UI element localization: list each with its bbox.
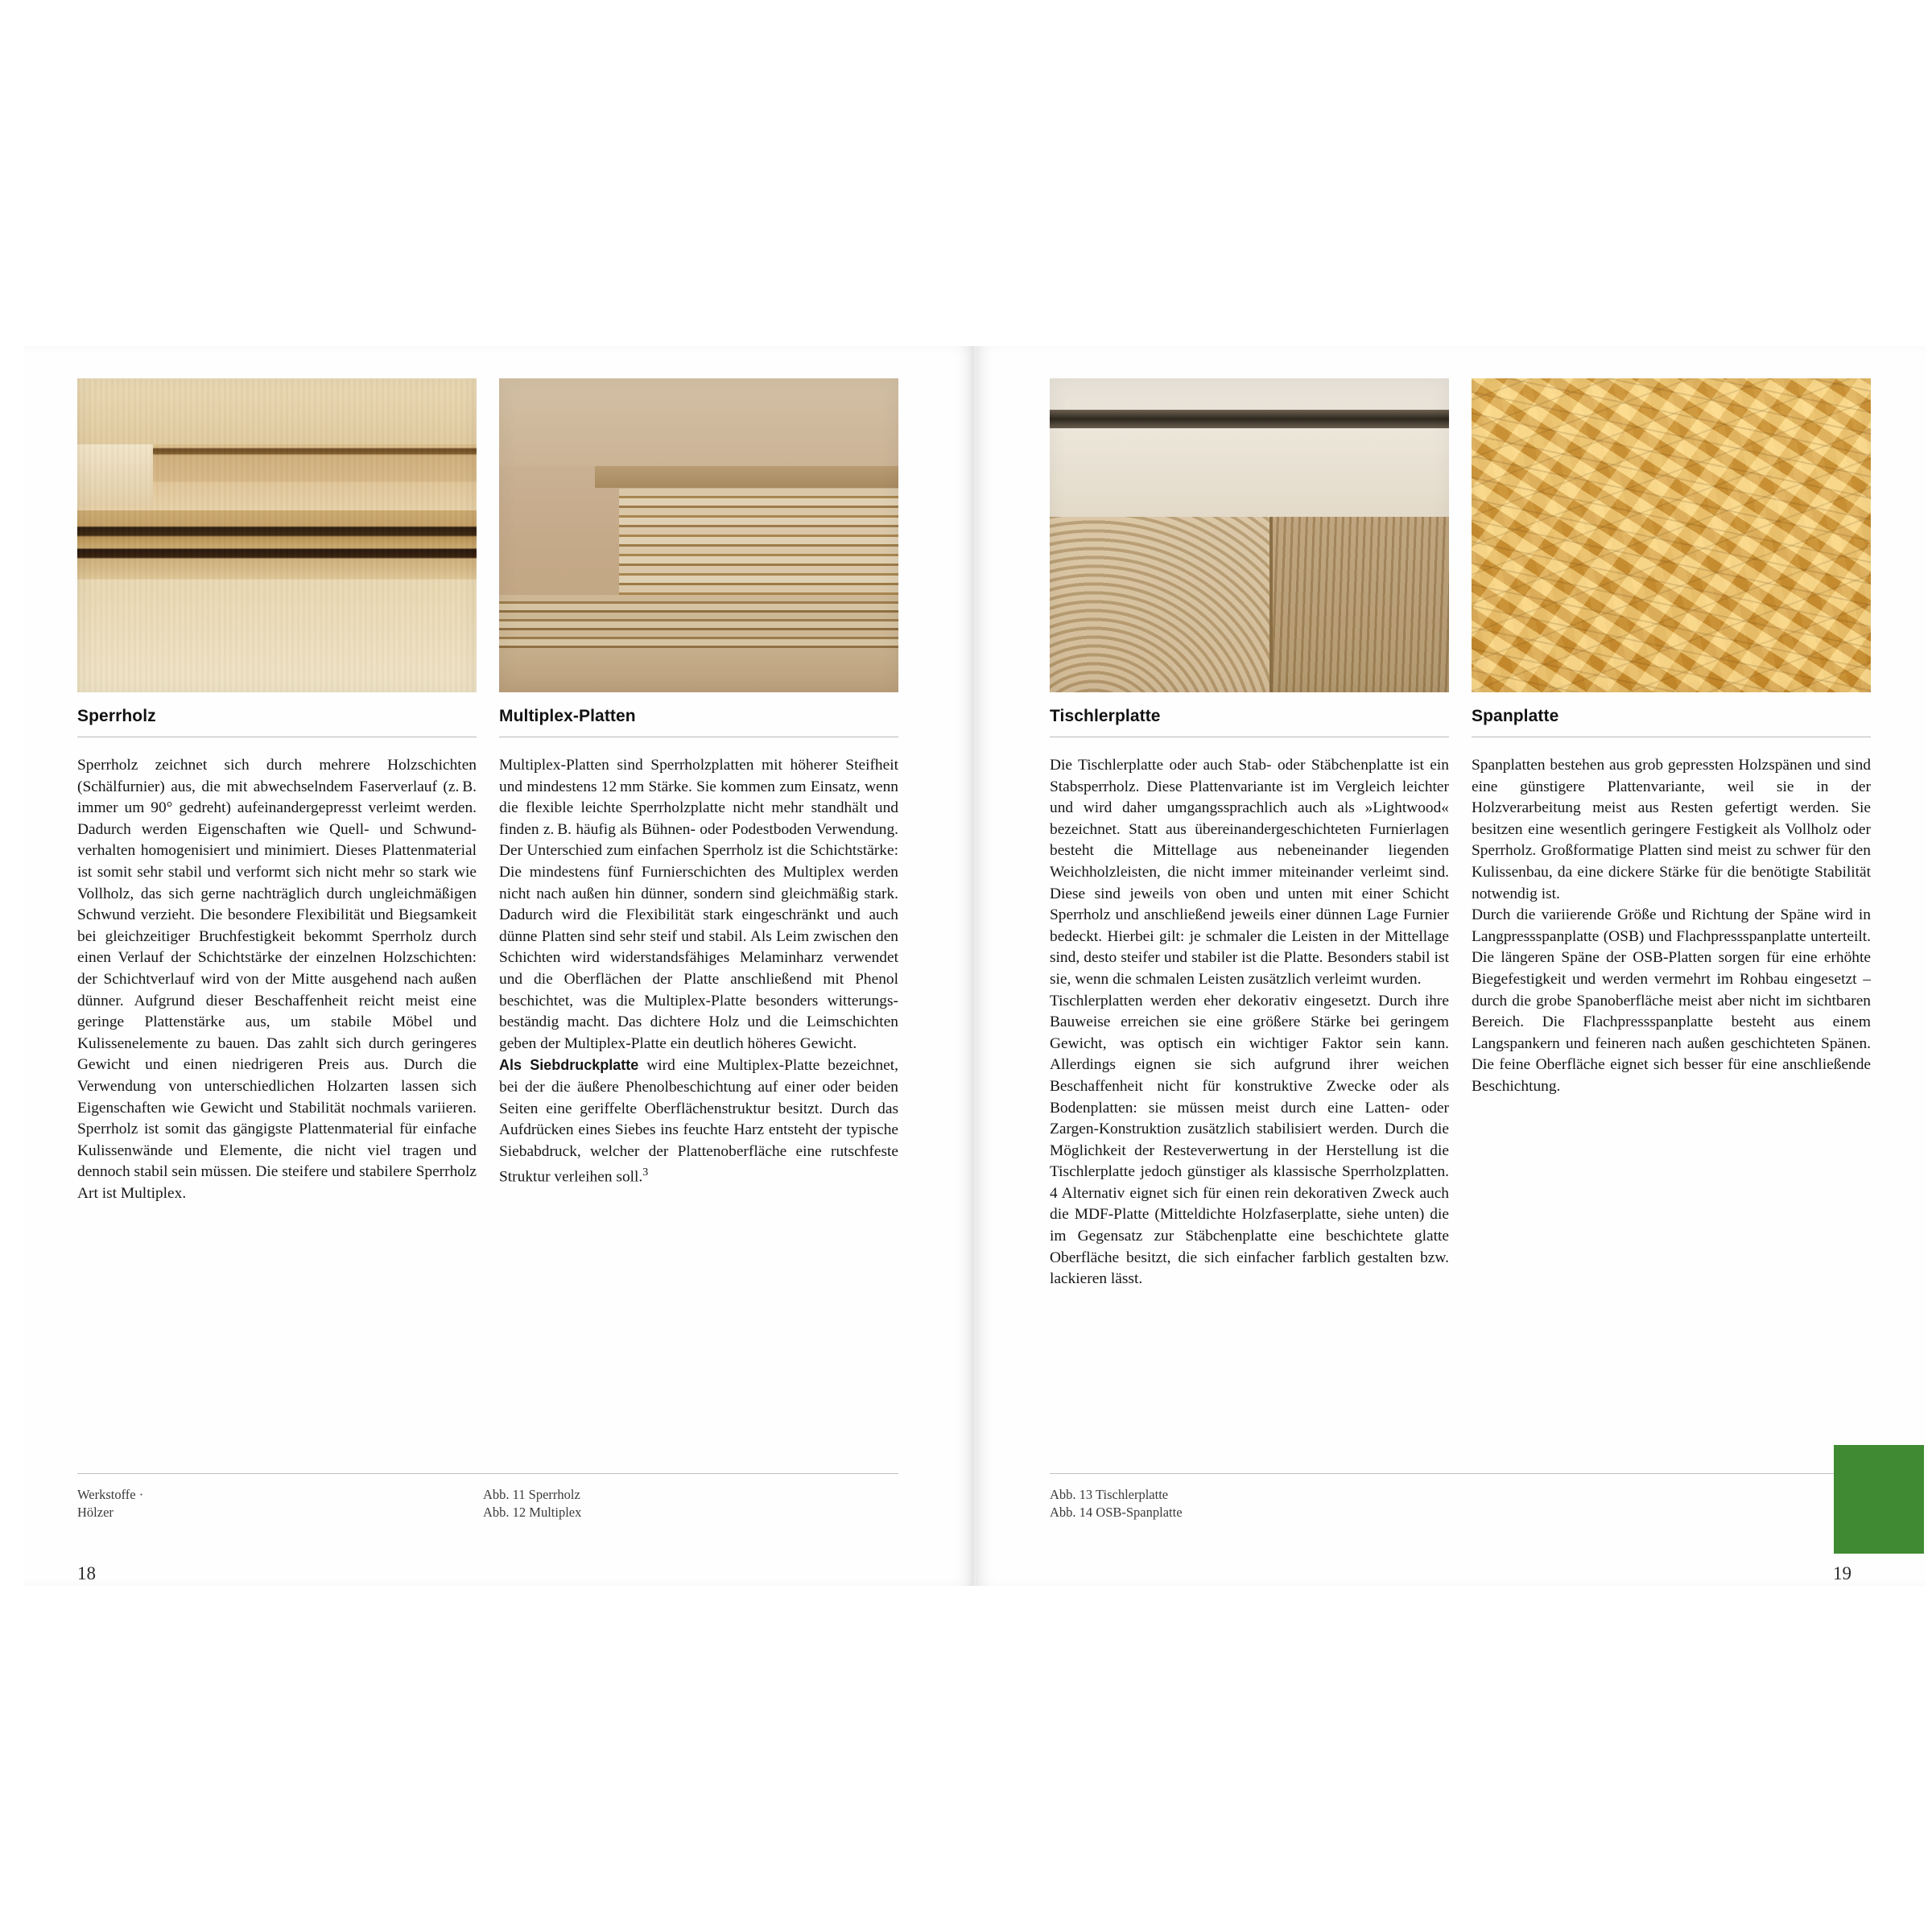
plywood-grain-texture (77, 378, 477, 692)
page-number-left: 18 (77, 1563, 96, 1583)
osb-chip-texture (1472, 378, 1871, 692)
right-page-columns (1050, 378, 1871, 1290)
column-tischlerplatte (1050, 378, 1449, 1290)
body-text-multiplex (499, 755, 898, 1188)
multiplex-photo (499, 378, 898, 692)
left-page-columns (77, 378, 898, 1204)
body-text-tischlerplatte (1050, 755, 1449, 1290)
siebdruckplatte-keyword: Siebdruckplatte (530, 1057, 639, 1074)
multiplex-ply-layers (619, 489, 898, 596)
multiplex-sheet-edge (595, 466, 898, 488)
footer-divider-left (77, 1473, 898, 1474)
tischlerplatte-dark-edge (1050, 410, 1449, 428)
figure-caption-sperrholz: Sperrholz (77, 707, 156, 725)
figure-reference: Abb. 13 Tischlerplatte (1050, 1487, 1169, 1502)
figure-caption-tischlerplatte: Tischlerplatte (1050, 707, 1161, 725)
multiplex-bottom-face (499, 648, 898, 692)
section-label-line2: Hölzer (77, 1505, 114, 1520)
tischlerplatte-end-grain-right (1269, 517, 1449, 692)
spanplatte-photo (1472, 378, 1871, 692)
paragraph-siebdruck (499, 1055, 898, 1188)
sperrholz-photo (77, 378, 477, 692)
page-number-right: 19 (1833, 1563, 1852, 1583)
tischlerplatte-end-grain-left (1050, 517, 1269, 692)
section-color-tab (1834, 1445, 1924, 1554)
paragraph: Sperrholz zeichnet sich durch mehrere Holzschichten (Schälfurnier) aus, die mit abwechselndem Faserverlauf (z. B. immer um 90° gedreht) aufeinandergepresst verleimt werden. Dadurch werden Eigenschaften wie Quell- und Schwundverhalten homogenisiert und minimiert. Dieses Plattenmaterial ist somit sehr stabil und verformt sich nicht mehr so stark wie Vollholz, das sich gerne nachträglich durch ungleichmäßigen Schwund verzieht. Die besondere Flexibilität und Biegsamkeit bei gleichzeitiger Bruchfestigkeit bekommt Sperrholz durch einen Verlauf der Schichtstärke der einzelnen Holzschichten: der Schichtverlauf wird von der Mitte ausgehend nach außen dünner. Aufgrund dieser Beschaffenheit reicht meist eine geringe Plattenstärke aus, um stabile Möbel und Kulissenelemente zu bauen. Das zahlt sich durch geringeres Gewicht und einen niedrigeren Preis aus. Durch die Verwendung von unterschiedlichen Holzarten lassen sich Eigenschaften wie Gewicht und Stabilität nochmals variieren. Sperrholz ist somit das gängigste Plattenmaterial für einfache Kulissenwände und Elemente, die nicht viel tragen und dennoch stabil sein müssen. Die steifere und stabilere Sperrholz Art ist Multiplex. (77, 757, 477, 1202)
figure-reference: Abb. 12 Multiplex (483, 1505, 582, 1520)
right-page (976, 346, 1926, 1586)
column-sperrholz (77, 378, 477, 1204)
footer-divider-right (1050, 1473, 1871, 1474)
siebdruck-rest: wird eine Multiplex-Platte bezeichnet, bei der die äußere Phenolbeschichtung auf einer oder beiden Seiten eine geriffelte Oberflächenstruktur besitzt. Durch das Aufdrücken eines Siebes ins feuchte Harz entsteht der typische Siebabdruck, welcher der Plattenoberfläche eine rutschfeste Struktur verleihen soll. (499, 1057, 898, 1186)
column-spanplatte (1472, 378, 1871, 1290)
tischlerplatte-top-face (1050, 428, 1449, 516)
figure-reference: Abb. 11 Sperrholz (483, 1487, 580, 1502)
paragraph: Durch die variierende Größe und Richtung der Späne wird in Langpressspanplatte (OSB) und Flachpressspanplatte unterteilt. Die längeren Späne der OSB-Platten sorgen für eine erhöhte Biegefestigkeit und werden vermehrt im Rohbau eingesetzt – durch die grobe Spanoberfläche meist aber nicht im sichtbaren Bereich. Die Flachpressspanplatte besteht aus einem Langspankern und feineren nach außen geschichteten Spänen. Die feine Oberfläche eignet sich besser für eine anschließende Beschichtung. (1472, 906, 1871, 1095)
section-label-line1: Werkstoffe · (77, 1487, 144, 1502)
tischlerplatte-seam (1269, 517, 1273, 692)
column-multiplex (499, 378, 898, 1204)
plywood-top-face (77, 378, 477, 444)
figure-caption-spanplatte: Spanplatte (1472, 707, 1559, 725)
paragraph: Multiplex-Platten sind Sperrholzplatten mit höherer Steifheit und mindestens 12 mm Stärke. Sie kommen zum Einsatz, wenn die flexible leichte Sperrholzplatte nicht mehr standhält und finden z. B. häufig als Bühnen- oder Podestboden Verwendung. Der Unterschied zum einfachen Sperrholz ist die Schichtstärke: Die mindestens fünf Furnierschichten des Multiplex werden nicht nach außen hin dünner, sondern sind gleichmäßig stark. Dadurch wird die Flexibilität stark eingeschränkt und auch dünne Platten sind sehr steif und stabil. Als Leim zwischen den Schichten wird widerstandsfähiges Melaminharz verwendet und die Oberflächen der Platte anschließend mit Phenol beschichtet, was die Multiplex-Platte besonders witterungsbeständig macht. Das dichtere Holz und die Leimschichten geben der Multiplex-Platte ein deutlich höheres Gewicht. (499, 757, 898, 1052)
section-label (77, 1486, 143, 1521)
figure-references-right (1050, 1486, 1183, 1521)
tischlerplatte-photo (1050, 378, 1449, 692)
paragraph: Spanplatten bestehen aus grob gepressten Holzspänen und sind eine günstigere Plattenvariante, weil sie in der Holzverarbeitung meist aus Resten gefertigt werden. Sie besitzen eine wesentlich geringere Festigkeit als Vollholz oder Sperrholz. Großformatige Platten sind meist zu schwer für den Kulissenbau, da eine dickere Stärke für die benötigte Stabilität notwendig ist. (1472, 757, 1871, 902)
footnote-marker: 3 (642, 1166, 649, 1179)
multiplex-ply-layers-lower (499, 595, 898, 648)
paragraph: Die Tischlerplatte oder auch Stab- oder Stäbchenplatte ist ein Stabsperrholz. Diese Plattenvariante ist im Vergleich leichter und wird daher umgangssprachlich auch als »Lightwood« bezeichnet. Statt aus übereinandergeschichteten Furnierlagen besteht die Mittellage aus nebeneinander liegenden Weichholzleisten, die nicht immer miteinander verleimt sind. Diese sind jeweils von oben und unten mit einer Schicht Sperrholz und anschließend jeweils einer dünnen Lage Furnier bedeckt. Hierbei gilt: je schmaler die Leisten in der Mittellage sind, desto steifer und stabiler ist die Platte. Besonders stabil ist sie, wenn die schmalen Leisten zusätzlich verleimt wurden. (1050, 757, 1449, 988)
body-text-sperrholz (77, 755, 477, 1204)
siebdruck-lead: Als (499, 1057, 530, 1074)
paragraph: Tischlerplatten werden eher dekorativ eingesetzt. Durch ihre Bauweise erreichen sie eine größere Stärke bei geringem Gewicht, was optisch ein wichtiger Faktor sein kann. Allerdings eignen sie sich aufgrund ihrer weichen Beschaffenheit nicht für konstruktive Zwecke oder als Bodenplatten: sie müssen meist durch eine Latten- oder Zargen-Konstruktion zusätzlich stabilisiert werden. Durch die Möglichkeit der Resteverwertung in der Herstellung ist die Tischlerplatte jedoch günstiger als klassische Sperrholzplatten. 4 Alternativ eignet sich für einen rein dekorativen Zweck auch die MDF-Platte (Mitteldichte Holzfaserplatte, siehe unten) die im Gegensatz zur Stäbchenplatte eine beschichtete glatte Oberfläche besitzt, die sich einfacher farblich gestalten bzw. lackieren lässt. (1050, 992, 1449, 1288)
body-text-spanplatte (1472, 755, 1871, 1098)
figure-references-left (483, 1486, 581, 1521)
plywood-notch (77, 444, 153, 507)
figure-caption-multiplex: Multiplex-Platten (499, 707, 636, 725)
multiplex-top-sheet (499, 378, 898, 466)
figure-reference: Abb. 14 OSB-Spanplatte (1050, 1505, 1183, 1520)
left-page (24, 346, 974, 1586)
osb-chip-edges (1472, 378, 1871, 692)
